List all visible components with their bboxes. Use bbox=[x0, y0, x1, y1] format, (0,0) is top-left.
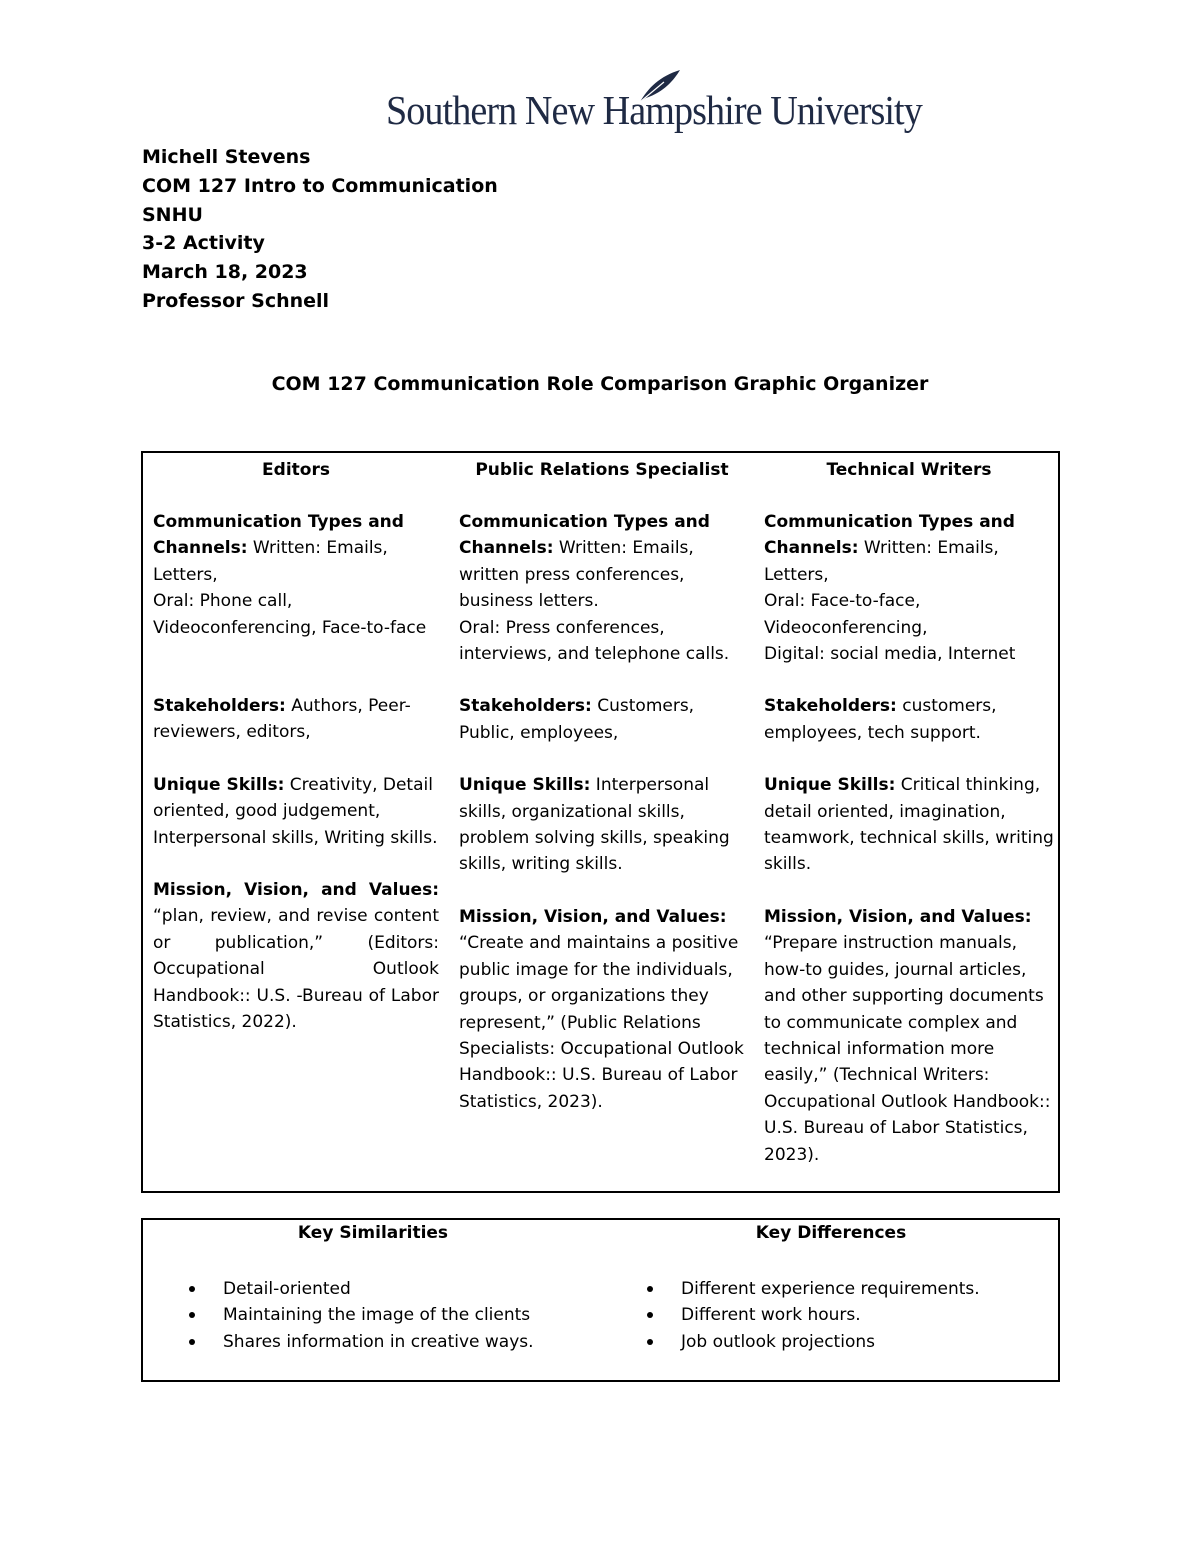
list-item: Detail-oriented bbox=[143, 1276, 534, 1302]
section-text: Written: Emails, Letters, Oral: Face-to-face, Videoconferencing, Digital: social media, Internet bbox=[764, 538, 1016, 665]
university-logo bbox=[386, 68, 922, 138]
role-column-technical-writers bbox=[764, 453, 1054, 1168]
similarities-heading: Key Similarities bbox=[297, 1223, 449, 1243]
school-name: SNHU bbox=[142, 203, 203, 226]
section-label: Communication Types and Channels: bbox=[764, 512, 1015, 559]
section-label: Mission, Vision, and Values: bbox=[153, 880, 439, 901]
role-column-editors bbox=[153, 453, 439, 1036]
stakeholders-section bbox=[153, 693, 439, 746]
mission-section bbox=[459, 904, 745, 1115]
section-label: Unique Skills: bbox=[153, 774, 285, 795]
section-text: “Create and maintains a positive public image for the individuals, groups, or organizations they represent,” (Public Relations Specialists: Occupational Outlook Handbook:: U.S. Bureau of Labor Statistics, 2023). bbox=[459, 933, 744, 1112]
section-text: Creativity, Detail oriented, good judgement, Interpersonal skills, Writing skills. bbox=[153, 774, 438, 848]
section-text: Critical thinking, detail oriented, imagination, teamwork, technical skills, writing skills. bbox=[764, 775, 1054, 875]
section-text: “plan, review, and revise content or publication,” (Editors: Occupational Outlook Handbook:: U.S. -Bureau of Labor Statistics, 2022). bbox=[153, 906, 439, 1033]
section-label: Mission, Vision, and Values: bbox=[459, 906, 727, 927]
section-text: customers, employees, tech support. bbox=[764, 696, 997, 743]
date: March 18, 2023 bbox=[142, 261, 308, 284]
role-comparison-table bbox=[141, 451, 1060, 1193]
course-name: COM 127 Intro to Communication bbox=[142, 174, 498, 197]
section-label: Unique Skills: bbox=[459, 775, 591, 796]
section-label: Stakeholders: bbox=[764, 696, 897, 717]
section-text: Written: Emails, written press conferences, business letters. Oral: Press conferences, interviews, and telephone calls. bbox=[459, 538, 730, 665]
list-item: Different work hours. bbox=[601, 1302, 980, 1328]
list-item: Maintaining the image of the clients bbox=[143, 1302, 534, 1328]
section-text: Authors, Peer-reviewers, editors, bbox=[153, 696, 411, 743]
header-info bbox=[142, 143, 498, 316]
differences-list bbox=[601, 1276, 980, 1355]
section-text: “Prepare instruction manuals, how-to guides, journal articles, and other supporting documents to communicate complex and technical information more easily,” (Technical Writers: Occupational Outlook Handbook:: U.S. Bureau of Labor Statistics, 2023). bbox=[764, 933, 1051, 1165]
communication-section bbox=[153, 509, 439, 641]
activity-name: 3-2 Activity bbox=[142, 232, 265, 255]
feather-leaf-icon bbox=[634, 68, 684, 104]
skills-section bbox=[764, 772, 1054, 878]
list-item: Job outlook projections bbox=[601, 1329, 980, 1355]
section-label: Mission, Vision, and Values: bbox=[764, 906, 1032, 927]
section-label: Communication Types and Channels: bbox=[153, 512, 404, 559]
section-label: Unique Skills: bbox=[764, 775, 896, 796]
skills-section bbox=[459, 772, 745, 878]
section-label: Stakeholders: bbox=[459, 696, 592, 717]
section-text: Customers, Public, employees, bbox=[459, 696, 695, 743]
skills-section bbox=[153, 772, 439, 851]
professor-name: Professor Schnell bbox=[142, 289, 330, 312]
similarities-list bbox=[143, 1276, 534, 1355]
stakeholders-section bbox=[459, 693, 745, 746]
communication-section bbox=[764, 509, 1054, 667]
role-heading: Public Relations Specialist bbox=[475, 460, 729, 480]
similarities-differences-table bbox=[141, 1218, 1060, 1382]
stakeholders-section bbox=[764, 693, 1054, 746]
communication-section bbox=[459, 509, 745, 667]
student-name: Michell Stevens bbox=[142, 146, 311, 168]
mission-section bbox=[153, 877, 439, 1035]
mission-section bbox=[764, 904, 1054, 1168]
list-item: Different experience requirements. bbox=[601, 1276, 980, 1302]
differences-heading: Key Differences bbox=[755, 1223, 907, 1243]
list-item: Shares information in creative ways. bbox=[143, 1329, 534, 1355]
page-title: COM 127 Communication Role Comparison Graphic Organizer bbox=[271, 373, 929, 395]
role-heading: Technical Writers bbox=[826, 460, 992, 480]
section-text: Interpersonal skills, organizational skills, problem solving skills, speaking skills, writing skills. bbox=[459, 775, 730, 875]
role-heading: Editors bbox=[262, 460, 330, 480]
section-label: Stakeholders: bbox=[153, 696, 286, 717]
role-column-public-relations bbox=[459, 453, 745, 1115]
logo-text: Southern New Hampshire University bbox=[386, 87, 922, 133]
section-text: Written: Emails, Letters, Oral: Phone call, Videoconferencing, Face-to-face bbox=[153, 538, 427, 638]
section-label: Communication Types and Channels: bbox=[459, 512, 710, 559]
